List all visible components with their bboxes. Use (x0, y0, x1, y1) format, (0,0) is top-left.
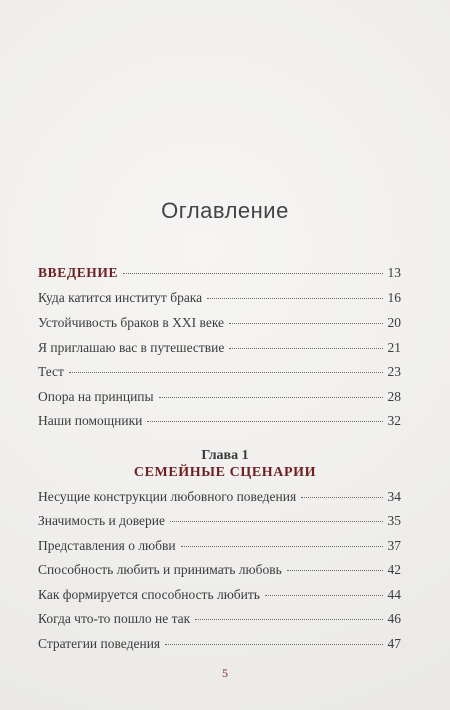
toc-entry-label: Тест (38, 364, 64, 379)
toc-entry-page: 46 (387, 611, 401, 626)
toc-entry-label: Куда катится институт брака (38, 290, 203, 305)
toc-entry (38, 290, 401, 306)
toc-entry (38, 489, 401, 505)
toc-entry-page: 28 (387, 389, 401, 404)
toc-entry-label: Представления о любви (38, 538, 176, 553)
toc-entry-label: Способность любить и принимать любовь (38, 562, 282, 577)
toc-entry-label: Наши помощники (38, 413, 143, 428)
toc-entry (38, 513, 401, 529)
toc-entry-label: Несущие конструкции любовного поведения (38, 489, 297, 504)
dot-leader (195, 619, 382, 620)
toc-entry-page: 20 (387, 315, 401, 330)
toc-entry-page: 32 (387, 413, 401, 428)
chapter-title: СЕМЕЙНЫЕ СЦЕНАРИИ (133, 465, 317, 480)
toc-entry-page: 42 (387, 562, 401, 577)
page-number: 5 (222, 666, 228, 680)
dot-leader (207, 298, 382, 299)
dot-leader (181, 546, 383, 547)
toc-entry-page: 13 (387, 265, 401, 280)
toc-entry (38, 315, 401, 331)
dot-leader (170, 521, 383, 522)
toc-entry-label: ВВЕДЕНИЕ (38, 265, 119, 280)
dot-leader (229, 323, 382, 324)
toc-entry (38, 265, 401, 281)
toc-entry-page: 37 (387, 538, 401, 553)
dot-leader (301, 497, 382, 498)
toc-entry (38, 587, 401, 603)
dot-leader (229, 348, 382, 349)
toc-entry (38, 413, 401, 429)
toc-entry-label: Я приглашаю вас в путешествие (38, 340, 225, 355)
toc-entry-page: 44 (387, 587, 401, 602)
toc-entry (38, 636, 401, 652)
toc-entry-label: Значимость и доверие (38, 513, 165, 528)
toc-entry (38, 562, 401, 578)
toc-entry-page: 35 (387, 513, 401, 528)
dot-leader (265, 595, 383, 596)
toc-entry-label: Опора на принципы (38, 389, 154, 404)
chapter-number: Глава 1 (201, 448, 249, 463)
toc-entry-label: Устойчивость браков в XXI веке (38, 315, 225, 330)
toc-entry-page: 21 (387, 340, 401, 355)
toc-entry-page: 47 (387, 636, 401, 651)
toc-entry (38, 538, 401, 554)
dot-leader (147, 421, 382, 422)
toc-entry-page: 34 (387, 489, 401, 504)
toc-entry (38, 389, 401, 405)
toc-entry-label: Когда что-то пошло не так (38, 611, 191, 626)
dot-leader (287, 570, 383, 571)
dot-leader (123, 273, 382, 274)
toc-entry-label: Как формируется способность любить (38, 587, 260, 602)
toc-heading: Оглавление (161, 198, 289, 223)
dot-leader (159, 397, 383, 398)
toc-entry (38, 364, 401, 380)
toc-entry (38, 340, 401, 356)
toc-entry (38, 611, 401, 627)
toc-entry-page: 16 (387, 290, 401, 305)
toc-entry-label: Стратегии поведения (38, 636, 161, 651)
dot-leader (165, 644, 382, 645)
toc-entry-page: 23 (387, 364, 401, 379)
dot-leader (69, 372, 383, 373)
